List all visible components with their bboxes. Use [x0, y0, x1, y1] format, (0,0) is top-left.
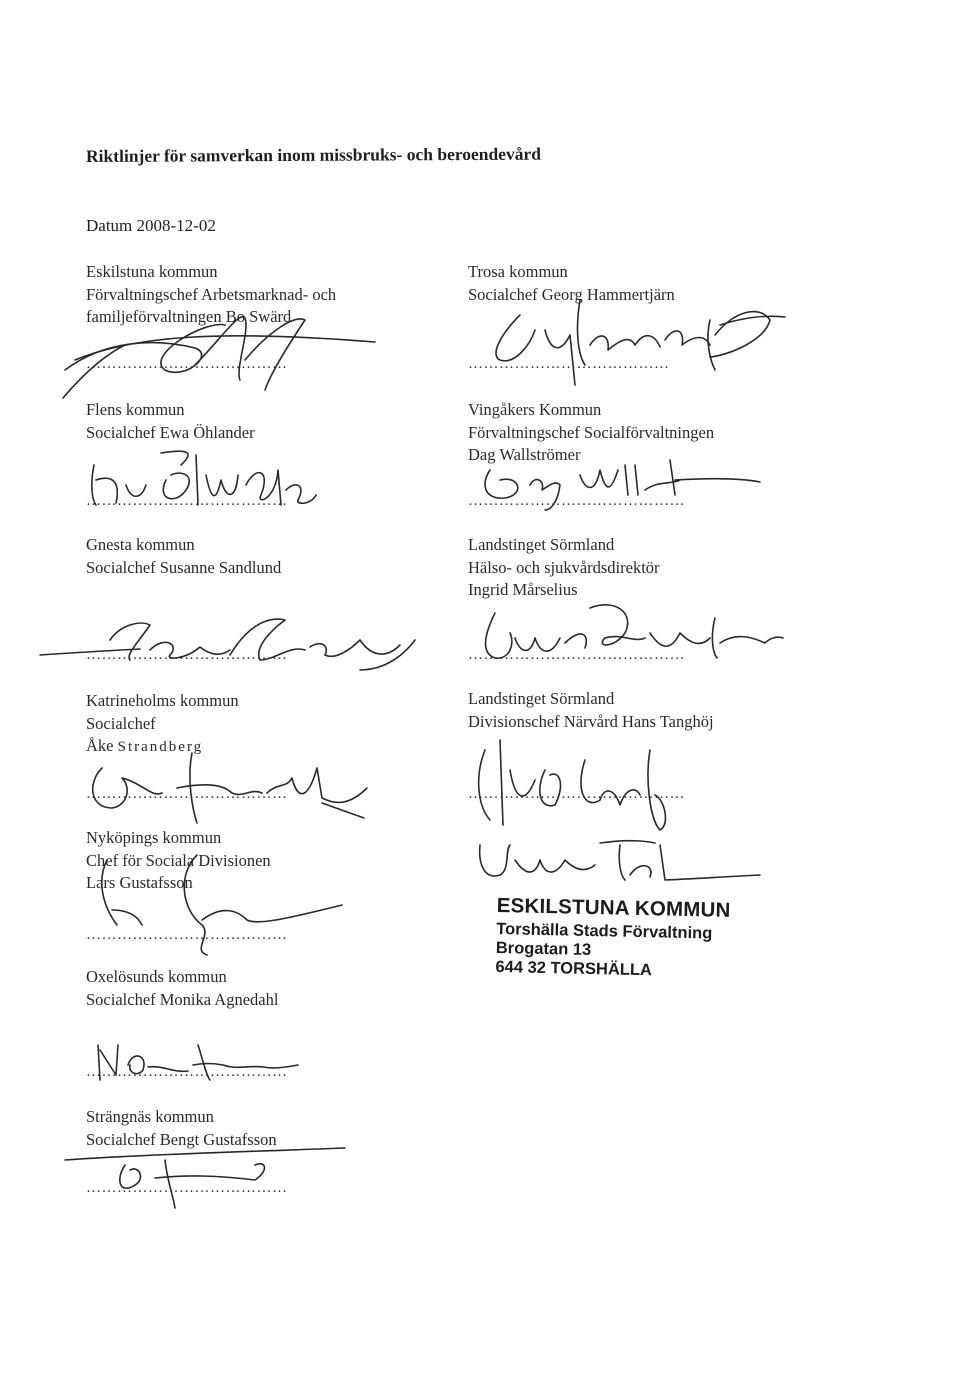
signatory-title: Chef för Sociala Divisionen — [86, 850, 271, 870]
signature-line: ………………………………… — [86, 647, 288, 663]
organization-name: Oxelösunds kommun — [86, 967, 227, 986]
stamp-department: Torshälla Stads Förvaltning — [496, 919, 713, 943]
signatory-title: Hälso- och sjukvårdsdirektör — [468, 557, 660, 577]
signatory-vingaker — [468, 399, 714, 467]
signatory-title: Socialchef Monika Agnedahl — [86, 989, 279, 1009]
signatory-nykoping — [86, 827, 271, 895]
signatory-title: Socialchef Susanne Sandlund — [86, 557, 282, 577]
stamp-postal: 644 32 TORSHÄLLA — [495, 957, 653, 980]
signature-line: ………………………………… — [86, 927, 288, 943]
signatory-title: Socialchef Georg Hammertjärn — [468, 284, 675, 304]
signatory-name: Ingrid Mårselius — [468, 580, 578, 599]
signatory-title: Förvaltningschef Arbetsmarknad- och — [86, 284, 337, 304]
signatory-katrineholm — [86, 690, 239, 759]
signature-torshalla — [470, 835, 770, 895]
signatory-name: Lars Gustafsson — [86, 873, 193, 892]
stamp-organization: ESKILSTUNA KOMMUN — [496, 894, 731, 922]
signatory-name: Dag Wallströmer — [468, 445, 581, 464]
organization-name: Nyköpings kommun — [86, 828, 222, 847]
organization-name: Landstinget Sörmland — [468, 689, 615, 708]
signature-line: ………………………………… — [86, 493, 288, 509]
organization-name: Landstinget Sörmland — [468, 535, 615, 554]
organization-name: Vingåkers Kommun — [468, 400, 602, 419]
signatory-trosa — [468, 261, 675, 306]
signatory-name: Åke Strandberg — [86, 736, 204, 755]
signatory-flen — [86, 399, 255, 444]
organization-name: Eskilstuna kommun — [86, 262, 218, 281]
signature-susanne-sandlund — [30, 605, 420, 685]
signature-line: ………………………………… — [468, 356, 670, 372]
signatory-landstinget-halso — [468, 534, 660, 602]
signature-line: …………………………………… — [468, 786, 685, 802]
stamp-street: Brogatan 13 — [495, 938, 592, 959]
signature-line: ………………………………… — [86, 1180, 288, 1196]
signatory-title: Socialchef Ewa Öhlander — [86, 422, 255, 442]
signature-hans-tanghoj — [465, 730, 685, 840]
signature-line: ………………………………… — [86, 356, 288, 372]
signatory-eskilstuna — [86, 261, 336, 329]
signature-line: …………………………………… — [468, 493, 685, 509]
organization-name: Flens kommun — [86, 400, 185, 419]
official-stamp — [495, 894, 731, 982]
organization-name: Trosa kommun — [468, 262, 568, 281]
signature-line: ………………………………… — [86, 786, 288, 802]
signatory-landstinget-narvard — [468, 688, 714, 733]
signature-ingrid-marselius — [465, 598, 785, 678]
organization-name: Katrineholms kommun — [86, 691, 239, 710]
organization-name: Strängnäs kommun — [86, 1107, 214, 1126]
document-title: Riktlinjer för samverkan inom missbruks- och beroendevård — [85, 143, 542, 166]
signatory-gnesta — [86, 534, 281, 579]
signature-line: ………………………………… — [86, 1064, 288, 1080]
signatory-title: Socialchef — [86, 713, 156, 733]
organization-name: Gnesta kommun — [86, 535, 195, 554]
signatory-oxelosund — [86, 966, 278, 1011]
signatory-strangnas — [86, 1106, 277, 1151]
signature-line: …………………………………… — [468, 647, 685, 663]
signatory-title: Förvaltningschef Socialförvaltningen — [468, 422, 715, 442]
signatory-title: Divisionschef Närvård Hans Tanghöj — [468, 711, 714, 731]
signatory-title: Socialchef Bengt Gustafsson — [86, 1129, 277, 1149]
signatory-name: familjeförvaltningen Bo Swärd — [86, 307, 292, 326]
document-date: Datum 2008-12-02 — [86, 216, 216, 235]
